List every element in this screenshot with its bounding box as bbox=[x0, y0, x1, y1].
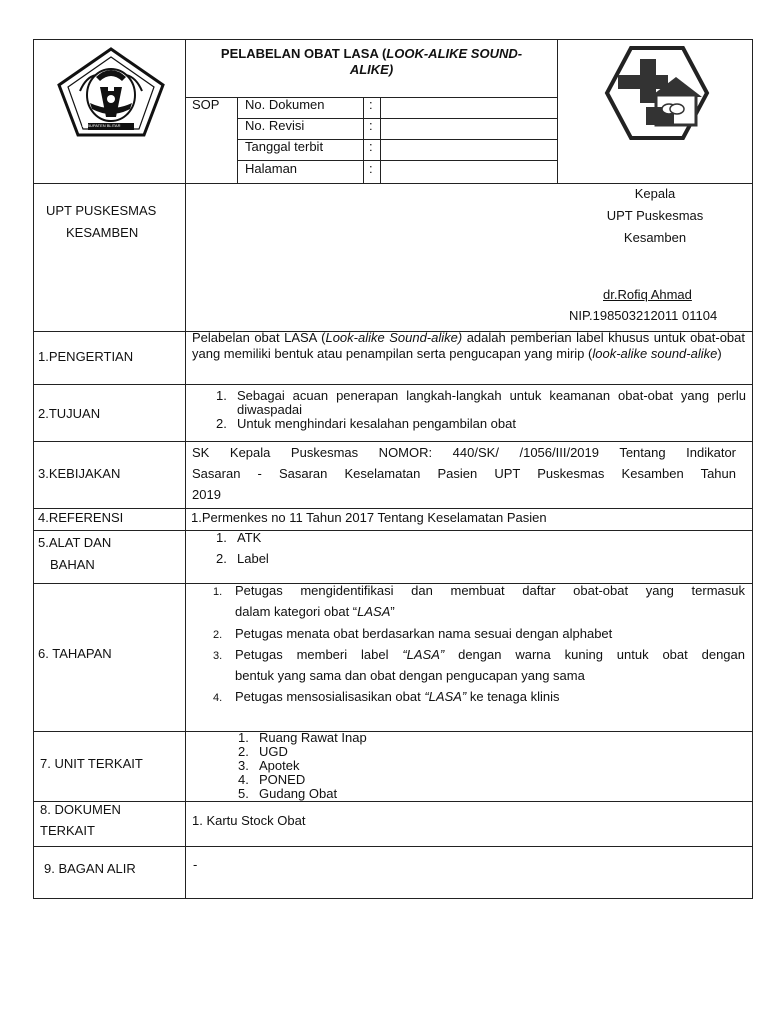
section-text: 1. Kartu Stock Obat bbox=[192, 813, 306, 828]
step-text: dalam kategori obat “LASA” bbox=[235, 604, 395, 619]
list-item-num: 2. bbox=[216, 551, 227, 566]
section-text: - bbox=[193, 857, 198, 872]
list-item: 2. UGD bbox=[238, 744, 288, 759]
step-num: 4. bbox=[213, 692, 223, 704]
list-item: ATK bbox=[237, 530, 262, 545]
field-label: Halaman bbox=[245, 161, 298, 176]
section-text: 1.Permenkes no 11 Tahun 2017 Tentang Keselamatan Pasien bbox=[191, 510, 547, 525]
field-sep: : bbox=[369, 118, 373, 133]
kebijakan-line: SK Kepala Puskesmas NOMOR: 440/SK/ /1056/III/2019 Tentang Indikator bbox=[192, 445, 736, 460]
section-label: 1.PENGERTIAN bbox=[38, 349, 134, 364]
field-label: Tanggal terbit bbox=[245, 139, 324, 154]
section-label: 3.KEBIJAKAN bbox=[38, 466, 121, 481]
puskesmas-logo-icon bbox=[604, 45, 710, 141]
field-label: No. Dokumen bbox=[245, 97, 325, 112]
field-label: No. Revisi bbox=[245, 118, 305, 133]
step-text: Petugas mensosialisasikan obat “LASA” ke tenaga klinis bbox=[235, 689, 560, 704]
kebijakan-line: Sasaran - Sasaran Keselamatan Pasien UPT Puskesmas Kesamben Tahun bbox=[192, 466, 736, 481]
section-label: BAHAN bbox=[50, 557, 95, 572]
step-num: 1. bbox=[213, 586, 223, 598]
section-label: 7. UNIT TERKAIT bbox=[40, 756, 143, 771]
step-num: 2. bbox=[213, 629, 223, 641]
step-num: 3. bbox=[213, 650, 223, 662]
unit-list bbox=[238, 731, 367, 801]
field-sep: : bbox=[369, 161, 373, 176]
list-item: Label bbox=[237, 551, 269, 566]
list-item: 1. Ruang Rawat Inap bbox=[238, 730, 367, 745]
list-item-num: 1. bbox=[216, 530, 227, 545]
list-item: 2. Untuk menghindari kesalahan pengambilan obat bbox=[216, 416, 516, 431]
section-label: 2.TUJUAN bbox=[38, 406, 101, 421]
tujuan-list bbox=[216, 389, 746, 431]
section-label: 4.REFERENSI bbox=[38, 510, 124, 525]
list-item: 3. Apotek bbox=[238, 758, 300, 773]
org-name: KESAMBEN bbox=[66, 225, 139, 240]
signature-block: Kepala UPT Puskesmas Kesamben bbox=[606, 186, 704, 245]
field-sep: : bbox=[369, 139, 373, 154]
logo-left-caption: KABUPATEN BLITAR bbox=[82, 123, 121, 128]
section-label: 9. BAGAN ALIR bbox=[44, 861, 136, 876]
sop-label: SOP bbox=[192, 97, 220, 112]
kebijakan-line: 2019 bbox=[192, 487, 221, 502]
list-item: 4. PONED bbox=[238, 772, 306, 787]
list-item: 1. Sebagai acuan penerapan langkah-langkah untuk keamanan obat-obat yang perlu diwaspadai bbox=[216, 388, 746, 417]
section-text: Pelabelan obat LASA (Look-alike Sound-alike) adalah pemberian label khusus untuk obat-obat yang memiliki bentuk atau penampilan serta pengucapan yang mirip (look-alike sound-alike) bbox=[192, 330, 745, 362]
field-sep: : bbox=[369, 97, 373, 112]
step-text: bentuk yang sama dan obat dengan pengucapan yang sama bbox=[235, 668, 585, 683]
list-item: 5. Gudang Obat bbox=[238, 786, 338, 801]
signatory-name: dr.Rofiq Ahmad bbox=[603, 287, 692, 302]
section-label: TERKAIT bbox=[40, 823, 95, 838]
step-text: Petugas mengidentifikasi dan membuat daftar obat-obat yang termasuk bbox=[235, 583, 745, 598]
step-text: Petugas menata obat berdasarkan nama sesuai dengan alphabet bbox=[235, 626, 613, 641]
section-label: 5.ALAT DAN bbox=[38, 535, 112, 550]
section-label: 6. TAHAPAN bbox=[38, 646, 112, 661]
step-text: Petugas memberi label “LASA” dengan warna kuning untuk obat dengan bbox=[235, 647, 745, 662]
section-label: 8. DOKUMEN bbox=[40, 802, 121, 817]
page-title: PELABELAN OBAT LASA (LOOK-ALIKE SOUND- ALIKE) bbox=[220, 46, 523, 77]
signatory-nip: NIP.198503212011 01104 bbox=[569, 308, 718, 323]
org-name: UPT PUSKESMAS bbox=[46, 203, 157, 218]
